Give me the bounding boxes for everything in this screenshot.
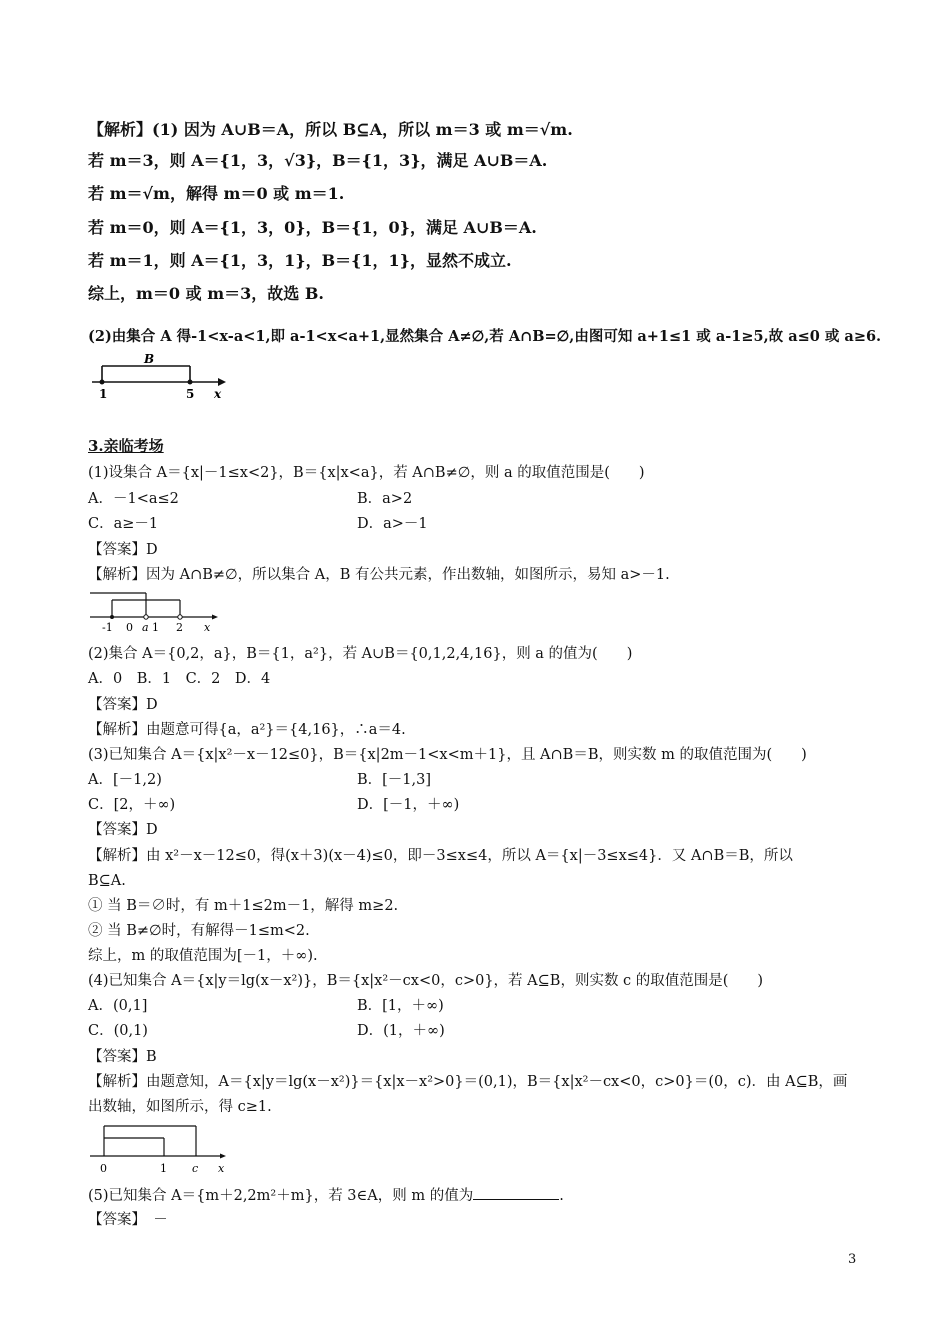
option-b: B．[－1,3] xyxy=(357,772,432,788)
question-stem: (3)已知集合 A＝{x|x²－x－12≤0}，B＝{x|2m－1<x<m＋1}，且 A∩B＝B，则实数 m 的取值范围为( ) xyxy=(88,747,807,763)
axis-label: x xyxy=(214,387,222,401)
question-stem: (4)已知集合 A＝{x|y＝lg(x－x²)}，B＝{x|x²－cx<0，c>0}，若 A⊆B，则实数 c 的取值范围是( ) xyxy=(88,973,764,989)
question-stem: (2)集合 A＝{0,2，a}，B＝{1，a²}，若 A∪B＝{0,1,2,4,16}，则 a 的值为( ) xyxy=(88,646,633,662)
option-d: D．[－1，＋∞) xyxy=(357,797,460,813)
tick-label: 5 xyxy=(186,387,195,401)
section-title: 3.亲临考场 xyxy=(88,437,164,455)
option-c: C．[2，＋∞) xyxy=(88,797,176,813)
question-stem-text: (5)已知集合 A＝{m＋2,2m²＋m}，若 3∈A，则 m 的值为 xyxy=(88,1188,474,1204)
number-line-figure xyxy=(88,1120,238,1178)
option-a: A．[－1,2) xyxy=(88,772,162,788)
number-line-figure xyxy=(88,588,228,634)
tick-label: a xyxy=(142,621,149,634)
analysis-line: 综上，m＝0 或 m＝3，故选 B. xyxy=(88,284,324,303)
options-line: A．0 B．1 C．2 D．4 xyxy=(88,671,271,687)
answer-line: 【答案】 － xyxy=(88,1212,168,1228)
analysis-line: 【解析】因为 A∩B≠∅，所以集合 A，B 有公共元素，作出数轴，如图所示，易知 a>－1. xyxy=(88,567,670,583)
tick-label: 2 xyxy=(176,621,183,634)
tick-label: 1 xyxy=(160,1162,167,1175)
analysis-line: 【解析】由题意可得{a，a²}＝{4,16}，∴a＝4. xyxy=(88,722,406,738)
analysis-line: 【解析】由题意知，A＝{x|y＝lg(x－x²)}＝{x|x－x²>0}＝(0,1)，B＝{x|x²－cx<0，c>0}＝(0，c)．由 A⊆B，画 xyxy=(88,1074,848,1090)
number-line-figure xyxy=(88,352,238,402)
analysis-line: 出数轴，如图所示，得 c≥1. xyxy=(88,1099,272,1115)
option-b: B．a>2 xyxy=(357,491,413,507)
tick-label: -1 xyxy=(102,621,113,634)
option-d: D．a>－1 xyxy=(357,516,428,532)
tick-label: 1 xyxy=(99,387,108,401)
option-c: C．a≥－1 xyxy=(88,516,159,532)
answer-line: 【答案】B xyxy=(88,1049,157,1065)
tick-label: 0 xyxy=(126,621,133,634)
analysis-line: (2)由集合 A 得-1<x-a<1,即 a-1<x<a+1,显然集合 A≠∅,若 A∩B=∅,由图可知 a+1≤1 或 a-1≥5,故 a≤0 或 a≥6. xyxy=(88,328,882,345)
analysis-line: 若 m＝√m，解得 m＝0 或 m＝1. xyxy=(88,184,345,203)
option-c: C．(0,1) xyxy=(88,1023,148,1039)
option-a: A．(0,1] xyxy=(88,998,148,1014)
answer-line: 【答案】D xyxy=(88,822,158,838)
option-a: A．－1<a≤2 xyxy=(88,491,179,507)
question-stem-end: . xyxy=(559,1188,564,1204)
answer-line: 【答案】D xyxy=(88,542,158,558)
axis-label: x xyxy=(218,1162,225,1175)
option-b: B．[1，＋∞) xyxy=(357,998,444,1014)
analysis-line: 若 m＝1，则 A＝{1，3，1}，B＝{1，1}，显然不成立. xyxy=(88,251,512,270)
set-label: B xyxy=(144,352,155,366)
option-d: D．(1，＋∞) xyxy=(357,1023,445,1039)
analysis-line: 若 m＝0，则 A＝{1，3，0}，B＝{1，0}，满足 A∪B＝A. xyxy=(88,218,537,237)
case-line: ① 当 B＝∅时，有 m＋1≤2m－1，解得 m≥2. xyxy=(88,898,399,914)
analysis-line: 若 m＝3，则 A＝{1，3，√3}，B＝{1，3}，满足 A∪B＝A. xyxy=(88,151,548,170)
question-stem xyxy=(88,1185,564,1206)
answer-blank[interactable] xyxy=(473,1185,559,1200)
analysis-line: 【解析】(1) 因为 A∪B＝A，所以 B⊆A，所以 m＝3 或 m＝√m. xyxy=(88,120,573,139)
analysis-line: 【解析】由 x²－x－12≤0，得(x＋3)(x－4)≤0，即－3≤x≤4，所以 A＝{x|－3≤x≤4}．又 A∩B＝B，所以 xyxy=(88,848,793,864)
tick-label: c xyxy=(192,1162,199,1175)
conclusion-line: 综上，m 的取值范围为[－1，＋∞). xyxy=(88,948,318,964)
page-number: 3 xyxy=(848,1252,857,1267)
answer-line: 【答案】D xyxy=(88,697,158,713)
analysis-line: B⊆A. xyxy=(88,873,126,889)
tick-label: 0 xyxy=(100,1162,107,1175)
question-stem: (1)设集合 A＝{x|－1≤x<2}，B＝{x|x<a}，若 A∩B≠∅，则 a 的取值范围是( ) xyxy=(88,465,645,481)
case-line: ② 当 B≠∅时，有解得－1≤m<2. xyxy=(88,923,310,939)
tick-label: 1 xyxy=(152,621,159,634)
axis-label: x xyxy=(204,621,211,634)
